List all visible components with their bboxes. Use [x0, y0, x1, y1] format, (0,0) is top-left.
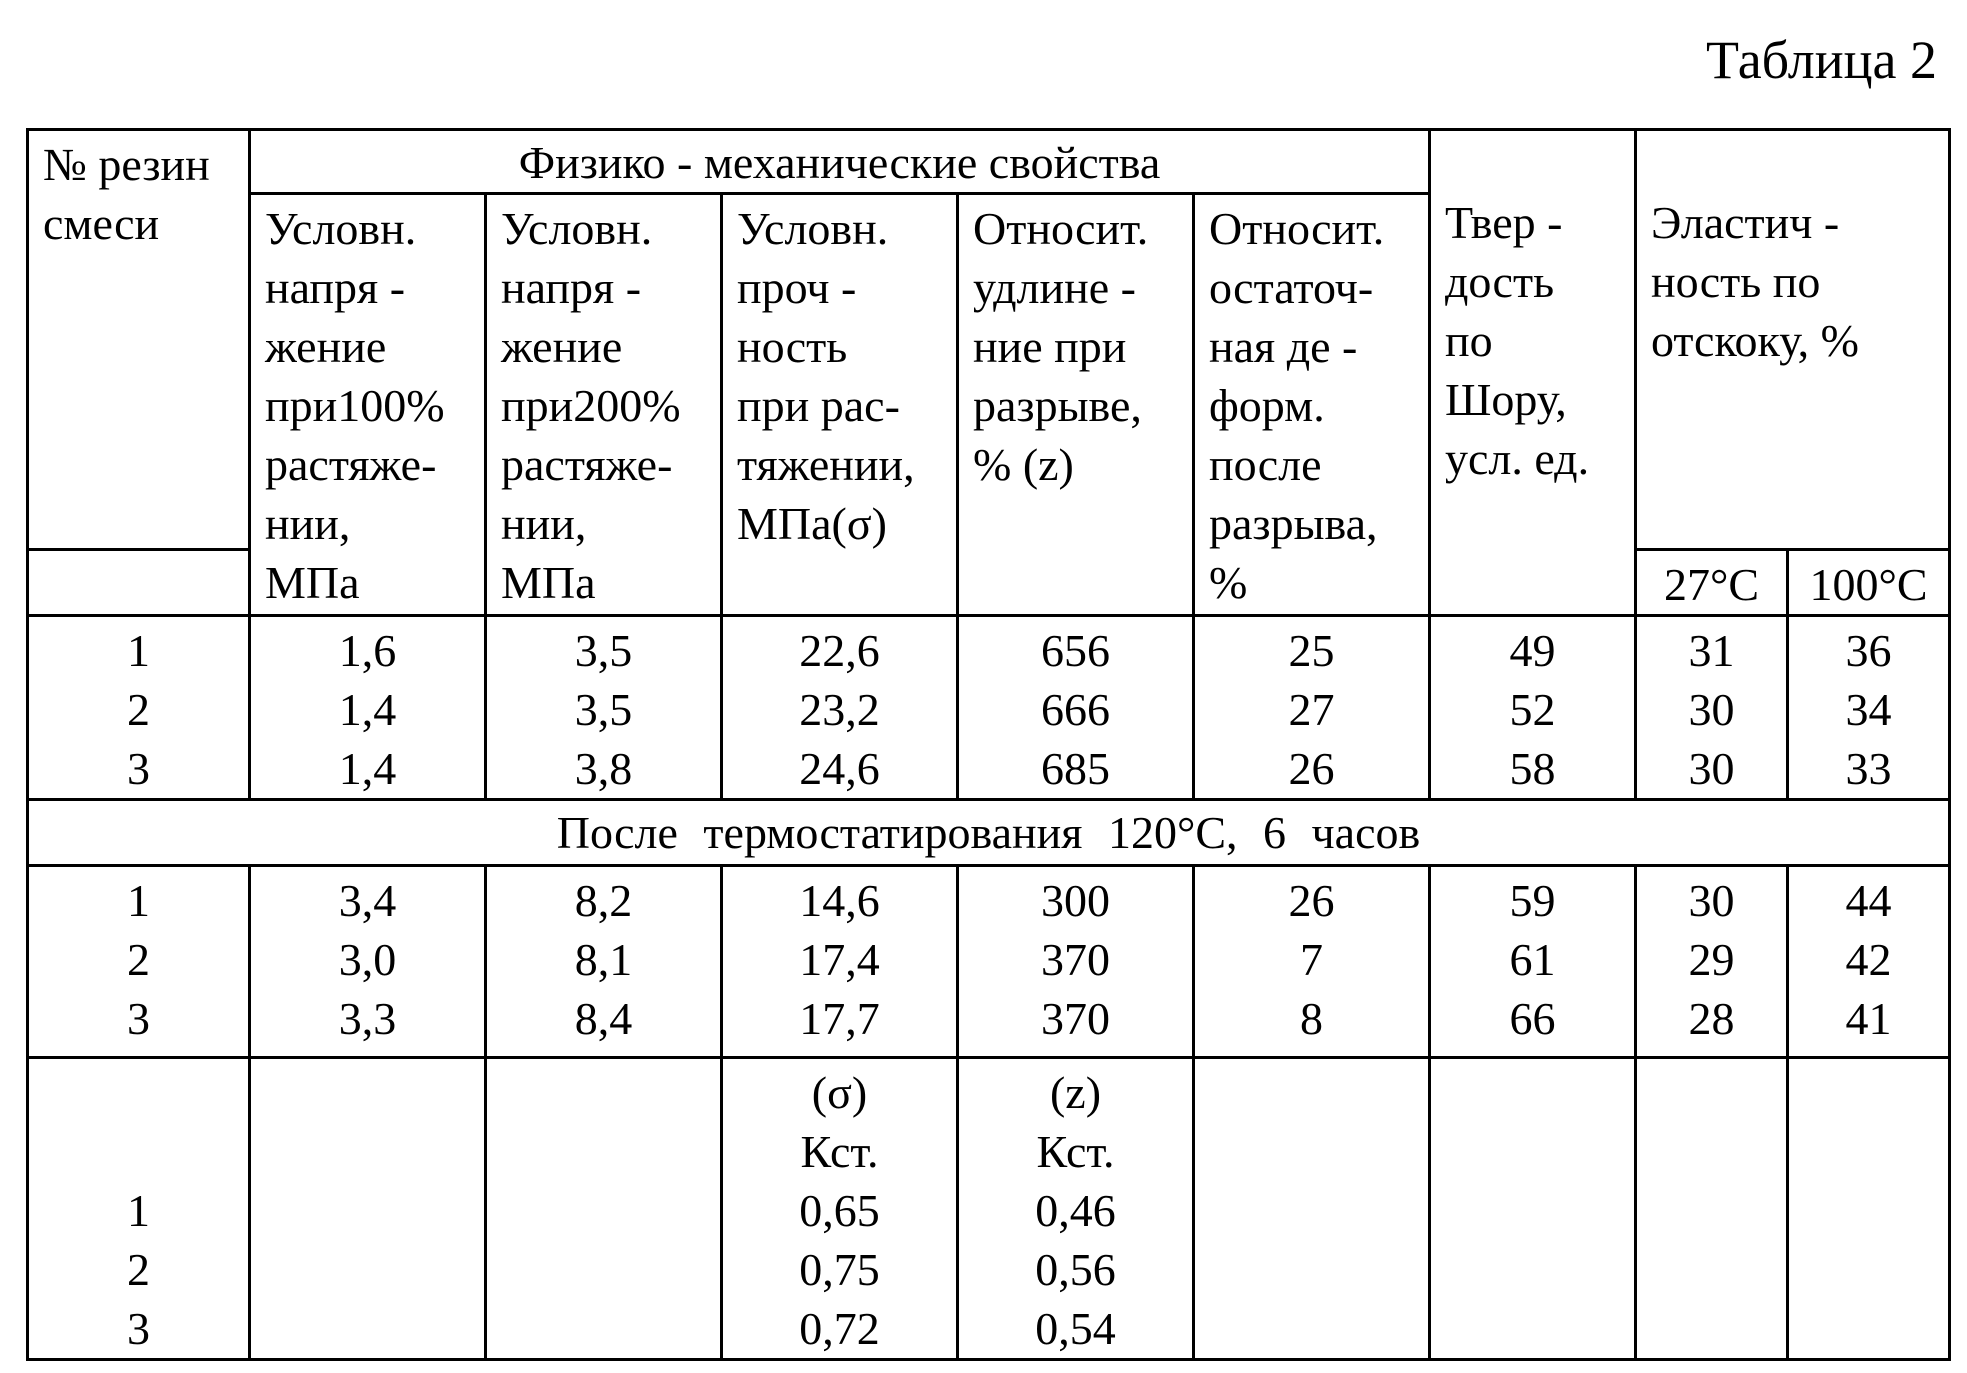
header-elongation: Относит. удлине - ние при разрыве, % (z) — [958, 194, 1194, 616]
header-tensile-strength: Условн. проч - ность при рас- тяжении, МПа(σ) — [722, 194, 958, 616]
header-mix-number-cont — [28, 550, 250, 616]
hardness-cell: 59 61 66 — [1430, 866, 1636, 1058]
hardness-cell: 49 52 58 — [1430, 616, 1636, 800]
header-elasticity: Эластич - ность по отскоку, % — [1636, 130, 1950, 550]
section-title-after-aging: После термостатирования 120°C, 6 часов — [28, 800, 1950, 866]
mix-number-cell: 1 2 3 — [28, 1058, 250, 1360]
empty-cell — [1430, 1058, 1636, 1360]
header-elasticity-100c: 100°C — [1788, 550, 1950, 616]
elasticity-100c-cell: 44 42 41 — [1788, 866, 1950, 1058]
header-mix-number: № резин смеси — [28, 130, 250, 550]
empty-cell — [1636, 1058, 1788, 1360]
elongation-cell: 300 370 370 — [958, 866, 1194, 1058]
mix-number-cell: 1 2 3 — [28, 616, 250, 800]
tensile-strength-cell: 14,6 17,4 17,7 — [722, 866, 958, 1058]
strength-coefficient-cell: (σ) Кст. 0,65 0,75 0,72 — [722, 1058, 958, 1360]
empty-cell — [1788, 1058, 1950, 1360]
data-block-after-aging — [28, 866, 1950, 1058]
stress-200-cell: 3,5 3,5 3,8 — [486, 616, 722, 800]
elasticity-27c-cell: 30 29 28 — [1636, 866, 1788, 1058]
residual-deformation-cell: 25 27 26 — [1194, 616, 1430, 800]
header-stress-100: Условн. напря - жение при100% растяже- нии, МПа — [250, 194, 486, 616]
header-hardness: Твер - дость по Шору, усл. ед. — [1430, 130, 1636, 616]
stress-100-cell: 1,6 1,4 1,4 — [250, 616, 486, 800]
properties-table — [26, 128, 1951, 1361]
header-row-1 — [28, 130, 1950, 194]
data-block-coefficients — [28, 1058, 1950, 1360]
data-block-initial — [28, 616, 1950, 800]
stress-100-cell: 3,4 3,0 3,3 — [250, 866, 486, 1058]
header-elasticity-27c: 27°C — [1636, 550, 1788, 616]
stress-200-cell: 8,2 8,1 8,4 — [486, 866, 722, 1058]
elasticity-27c-cell: 31 30 30 — [1636, 616, 1788, 800]
residual-deformation-cell: 26 7 8 — [1194, 866, 1430, 1058]
table-caption: Таблица 2 — [1706, 30, 1937, 90]
header-group-physmech: Физико - механические свойства — [250, 130, 1430, 194]
mix-number-cell: 1 2 3 — [28, 866, 250, 1058]
elongation-coefficient-cell: (z) Кст. 0,46 0,56 0,54 — [958, 1058, 1194, 1360]
elongation-cell: 656 666 685 — [958, 616, 1194, 800]
header-residual-deformation: Относит. остаточ- ная де - форм. после разрыва, % — [1194, 194, 1430, 616]
empty-cell — [250, 1058, 486, 1360]
header-stress-200: Условн. напря - жение при200% растяже- нии, МПа — [486, 194, 722, 616]
elasticity-100c-cell: 36 34 33 — [1788, 616, 1950, 800]
section-row — [28, 800, 1950, 866]
empty-cell — [486, 1058, 722, 1360]
empty-cell — [1194, 1058, 1430, 1360]
tensile-strength-cell: 22,6 23,2 24,6 — [722, 616, 958, 800]
